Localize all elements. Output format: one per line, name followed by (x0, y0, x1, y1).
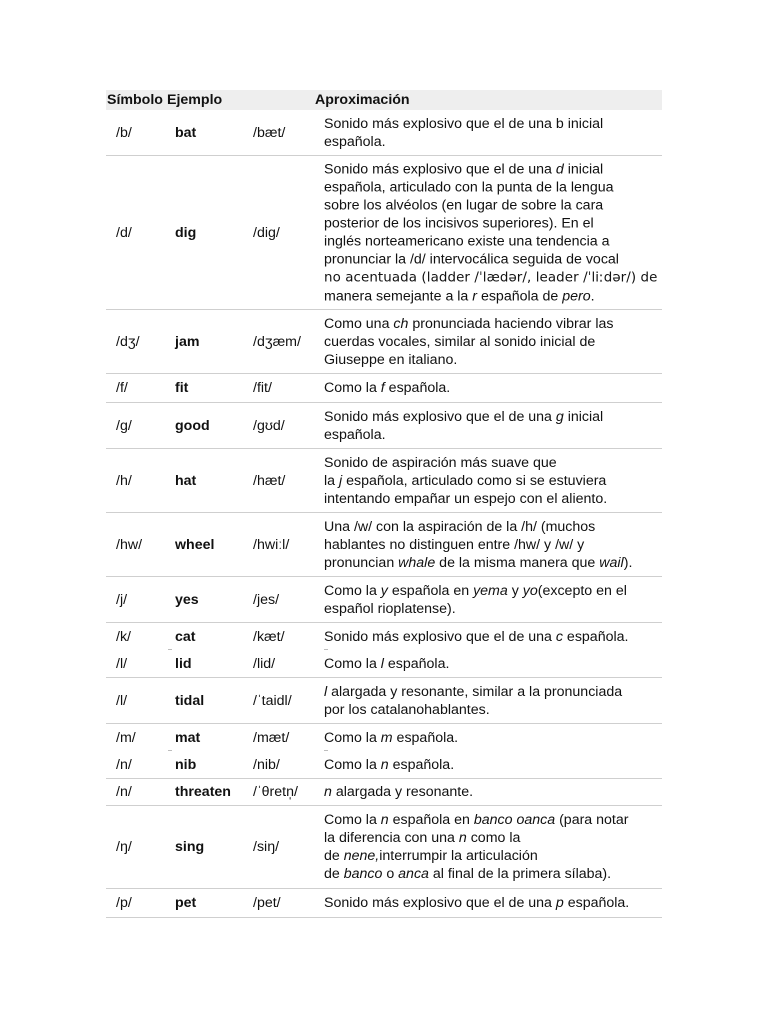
phonetics-table (106, 90, 662, 918)
approximation-line (324, 315, 664, 333)
example-transcription: /siŋ/ (253, 839, 280, 855)
italic-term: banco (343, 866, 383, 882)
row-divider-tick (324, 750, 328, 751)
text-segment: inglés norteamericano existe una tendencia a (324, 233, 610, 249)
ipa-symbol: /b/ (116, 124, 132, 141)
ipa-symbol: /l/ (116, 692, 128, 709)
table-row (106, 513, 662, 577)
approximation-line (324, 351, 664, 369)
approximation-line (324, 490, 664, 508)
italic-term: yo (522, 582, 538, 599)
approximation-line (324, 287, 664, 305)
text-segment: alargada y resonante, similar a la pronunciada (327, 683, 623, 700)
ipa-symbol: /p/ (116, 895, 132, 911)
text-segment: española. (562, 629, 629, 645)
text-segment: española. (324, 133, 386, 150)
text-segment: Sonido de aspiración más suave que (324, 454, 557, 471)
example-word: yes (175, 591, 199, 608)
italic-term: wail (599, 554, 624, 571)
text-segment: española. (324, 426, 386, 443)
approximation-text (324, 518, 664, 572)
row-divider-tick (168, 649, 172, 650)
example-word: good (175, 417, 210, 434)
text-segment: y (507, 582, 523, 599)
approximation-text (324, 582, 664, 618)
italic-term: banco oanca (473, 812, 556, 828)
approximation-text (324, 454, 664, 508)
text-segment: de (324, 848, 344, 864)
approximation-line (324, 829, 664, 847)
example-word: cat (175, 629, 196, 645)
text-segment: español rioplatense). (324, 600, 456, 617)
approximation-text (324, 115, 664, 151)
example-transcription: /fit/ (253, 380, 272, 396)
text-segment: sobre los alvéolos (en lugar de sobre la cara (324, 197, 604, 213)
row-divider-tick (324, 649, 328, 650)
approximation-text (324, 160, 664, 305)
text-segment: o (382, 866, 399, 882)
text-segment: no acentuada (ladder /ˈlædər/, leader /ˈliːdər/) de (324, 270, 658, 285)
text-segment: Como la (324, 757, 381, 773)
example-transcription: /bæt/ (253, 124, 286, 141)
approximation-line (324, 582, 664, 600)
ipa-symbol: /g/ (116, 417, 132, 434)
approximation-text (324, 408, 664, 444)
example-word: dig (175, 224, 197, 241)
text-segment: Sonido más explosivo que el de una (324, 629, 556, 645)
italic-term: l (324, 683, 328, 700)
italic-term: r (472, 288, 477, 304)
text-segment: Como la (324, 380, 381, 396)
approximation-line (324, 214, 664, 232)
text-segment: Como la (324, 730, 381, 746)
italic-term: l (380, 656, 384, 672)
approximation-line (324, 847, 664, 865)
italic-term: yema (473, 582, 508, 599)
example-word: wheel (175, 536, 215, 553)
approximation-line (324, 628, 664, 646)
table-row (106, 724, 662, 752)
table-row (106, 577, 662, 623)
text-segment: . (590, 288, 595, 304)
approximation-line (324, 729, 664, 747)
example-transcription: /lid/ (253, 656, 276, 672)
text-segment: Sonido más explosivo que el de una (324, 895, 556, 911)
approximation-line (324, 196, 664, 214)
example-transcription: /kæt/ (253, 629, 285, 645)
approximation-line (324, 756, 664, 774)
example-word: tidal (175, 692, 205, 709)
ipa-symbol: /n/ (116, 757, 132, 773)
approximation-line (324, 811, 664, 829)
example-transcription: /gʊd/ (253, 417, 285, 434)
text-segment: la (324, 472, 339, 489)
approximation-line (324, 250, 664, 268)
table-row (106, 623, 662, 651)
example-word: sing (175, 839, 205, 855)
italic-term: ch (393, 315, 409, 332)
text-segment: Como la (324, 582, 381, 599)
row-divider-tick (168, 750, 172, 751)
example-word: fit (175, 380, 189, 396)
approximation-text (324, 628, 664, 646)
approximation-text (324, 811, 664, 883)
example-word: hat (175, 472, 197, 489)
italic-term: g (555, 408, 564, 425)
approximation-line (324, 701, 664, 719)
table-row (106, 156, 662, 310)
text-segment: ). (623, 554, 633, 571)
ipa-symbol: /n/ (116, 784, 132, 800)
italic-term: y (380, 582, 388, 599)
italic-term: n (380, 757, 389, 773)
ipa-symbol: /f/ (116, 380, 128, 396)
approximation-text (324, 729, 664, 747)
ipa-symbol: /m/ (116, 730, 136, 746)
text-segment: hablantes no distinguen entre /hw/ y /w/ y (324, 536, 585, 553)
example-transcription: /ˈtaidl/ (253, 692, 292, 709)
italic-term: anca (398, 866, 429, 882)
ipa-symbol: /k/ (116, 629, 131, 645)
text-segment: al final de la primera sílaba). (428, 866, 612, 882)
approximation-line (324, 268, 664, 287)
table-row (106, 752, 662, 779)
table-row (106, 678, 662, 724)
table-row (106, 449, 662, 513)
approximation-text (324, 655, 664, 673)
table-row (106, 889, 662, 918)
approximation-line (324, 894, 664, 912)
text-segment: como la (466, 830, 521, 846)
ipa-symbol: /dʒ/ (116, 333, 140, 350)
ipa-symbol: /j/ (116, 591, 128, 608)
approximation-line (324, 408, 664, 426)
text-segment: española. (392, 730, 459, 746)
approximation-line (324, 454, 664, 472)
text-segment: manera semejante a la (324, 288, 473, 304)
example-transcription: /nib/ (253, 757, 280, 773)
text-segment: Como la (324, 656, 381, 672)
table-row (106, 651, 662, 678)
example-word: mat (175, 730, 201, 746)
example-transcription: /dig/ (253, 224, 280, 241)
example-transcription: /hæt/ (253, 472, 286, 489)
text-segment: española de (477, 288, 563, 304)
approximation-text (324, 379, 664, 397)
approximation-line (324, 178, 664, 196)
text-segment: pronuncian (324, 554, 399, 571)
text-segment: interrumpir la articulación (379, 848, 538, 864)
example-word: pet (175, 895, 197, 911)
italic-term: nene, (343, 848, 380, 864)
text-segment: inicial (563, 161, 604, 177)
italic-term: p (555, 895, 564, 911)
text-segment: pronunciar la /d/ intervocálica seguida de vocal (324, 251, 619, 267)
text-segment: Como una (324, 315, 394, 332)
text-segment: cuerdas vocales, similar al sonido inicial de (324, 333, 596, 350)
example-word: jam (175, 333, 200, 350)
text-segment: la diferencia con una (324, 830, 459, 846)
italic-term: f (380, 380, 385, 396)
table-header (106, 90, 662, 110)
text-segment: inicial (563, 408, 604, 425)
approximation-line (324, 655, 664, 673)
approximation-line (324, 783, 664, 801)
approximation-text (324, 315, 664, 369)
italic-term: d (555, 161, 564, 177)
example-word: threaten (175, 784, 231, 800)
header-approximation: Aproximación (315, 92, 410, 108)
italic-term: n (380, 812, 389, 828)
text-segment: por los catalanohablantes. (324, 701, 490, 718)
italic-term: m (380, 730, 393, 746)
table-row (106, 110, 662, 156)
approximation-text (324, 683, 664, 719)
approximation-line (324, 232, 664, 250)
ipa-symbol: /d/ (116, 224, 132, 241)
ipa-symbol: /hw/ (116, 536, 143, 553)
header-symbol: Símbolo (107, 92, 163, 108)
text-segment: de (324, 866, 344, 882)
approximation-text (324, 756, 664, 774)
approximation-line (324, 683, 664, 701)
table-row (106, 374, 662, 403)
table-row (106, 403, 662, 449)
approximation-line (324, 379, 664, 397)
italic-term: n (458, 830, 467, 846)
approximation-line (324, 133, 664, 151)
text-segment: española. (563, 895, 630, 911)
approximation-line (324, 333, 664, 351)
approximation-line (324, 472, 664, 490)
approximation-line (324, 518, 664, 536)
italic-term: c (555, 629, 563, 645)
text-segment: española, articulado con la punta de la lengua (324, 179, 614, 195)
example-transcription: /dʒæm/ (253, 333, 301, 350)
ipa-symbol: /l/ (116, 656, 128, 672)
example-word: bat (175, 124, 197, 141)
text-segment: intentando empañar un espejo con el aliento. (324, 490, 608, 507)
text-segment: Una /w/ con la aspiración de la /h/ (muchos (324, 518, 596, 535)
example-transcription: /hwiːl/ (253, 536, 290, 553)
text-segment: española, articulado como si se estuviera (342, 472, 607, 489)
text-segment: Sonido más explosivo que el de una (324, 161, 556, 177)
text-segment: alargada y resonante. (331, 784, 474, 800)
text-segment: española en (388, 812, 474, 828)
example-transcription: /ˈθretn̩/ (253, 784, 298, 800)
approximation-line (324, 600, 664, 618)
example-transcription: /mæt/ (253, 730, 290, 746)
italic-term: pero (562, 288, 591, 304)
approximation-text (324, 783, 664, 801)
table-body (106, 110, 662, 918)
text-segment: Giuseppe en italiano. (324, 351, 458, 368)
text-segment: posterior de los incisivos superiores). En el (324, 215, 594, 231)
approximation-text (324, 894, 664, 912)
example-transcription: /pet/ (253, 895, 281, 911)
table-row (106, 310, 662, 374)
italic-term: j (338, 472, 343, 489)
table-row (106, 806, 662, 889)
text-segment: Como la (324, 812, 381, 828)
text-segment: Sonido más explosivo que el de una b inicial (324, 115, 604, 132)
ipa-symbol: /h/ (116, 472, 132, 489)
text-segment: de la misma manera que (435, 554, 600, 571)
ipa-symbol: /ŋ/ (116, 839, 132, 855)
approximation-line (324, 536, 664, 554)
example-word: nib (175, 757, 197, 773)
approximation-line (324, 160, 664, 178)
text-segment: Sonido más explosivo que el de una (324, 408, 556, 425)
text-segment: (para notar (555, 812, 629, 828)
text-segment: española. (388, 757, 455, 773)
example-transcription: /jes/ (253, 591, 280, 608)
approximation-line (324, 865, 664, 883)
example-word: lid (175, 656, 192, 672)
italic-term: whale (398, 554, 436, 571)
table-row (106, 779, 662, 806)
italic-term: n (324, 784, 332, 800)
text-segment: española. (383, 656, 450, 672)
text-segment: pronunciada haciendo vibrar las (408, 315, 614, 332)
approximation-line (324, 115, 664, 133)
text-segment: española. (384, 380, 451, 396)
header-example: Ejemplo (167, 92, 223, 108)
approximation-line (324, 554, 664, 572)
text-segment: española en (387, 582, 474, 599)
approximation-line (324, 426, 664, 444)
text-segment: (excepto en el (537, 582, 627, 599)
